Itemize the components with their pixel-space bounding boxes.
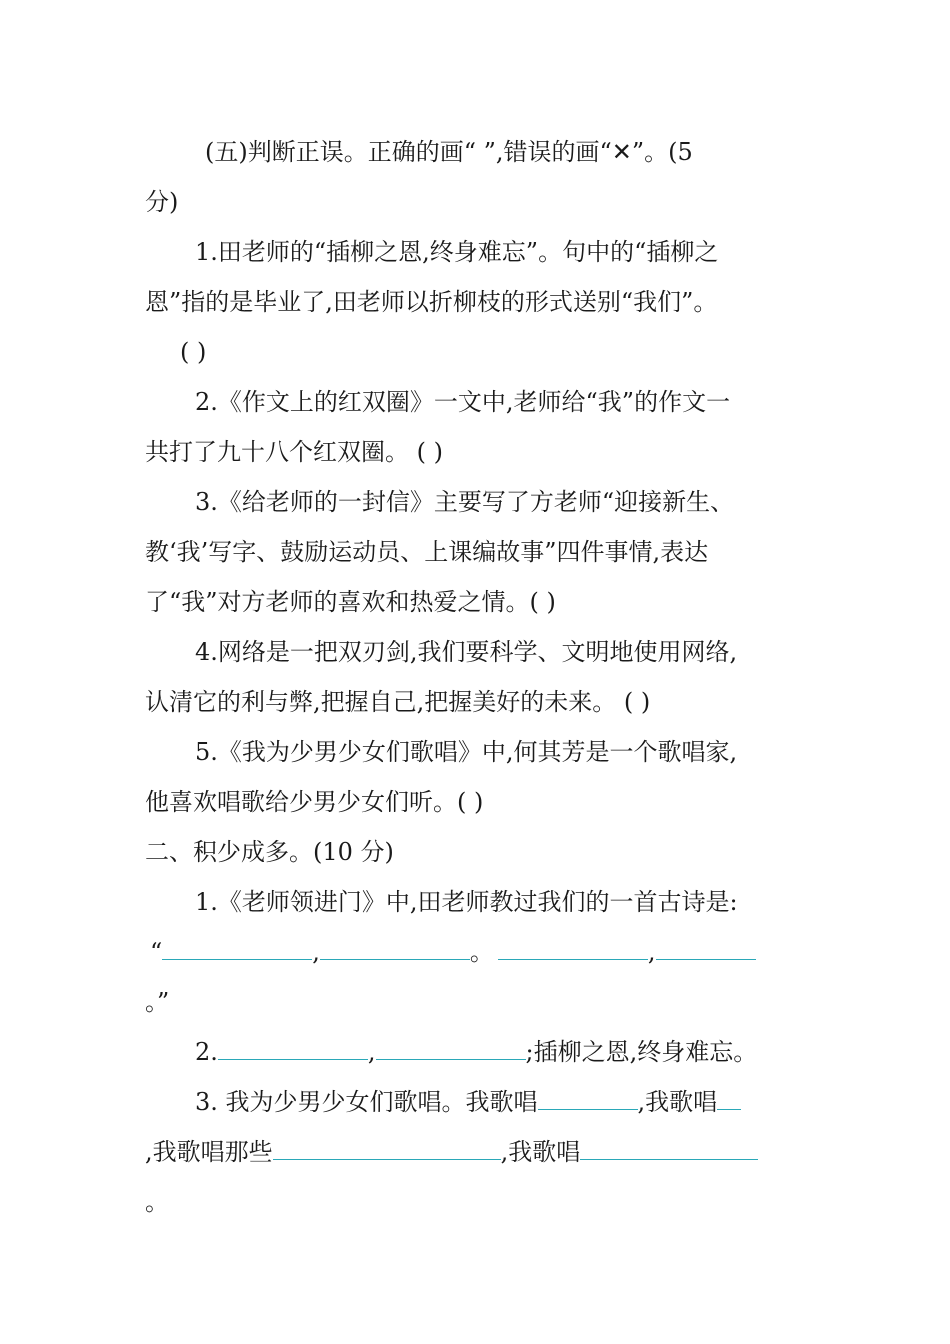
q3-head: 3. 我为少男少女们歌唱。我歌唱: [195, 1088, 538, 1116]
open-quote: “: [150, 938, 163, 966]
item2-line2: 共打了九十八个红双圈。 ( ): [145, 438, 443, 466]
q2-number: 2.: [195, 1038, 218, 1066]
q1-blank-3[interactable]: [498, 937, 648, 960]
q1-blanks-row: [150, 936, 756, 968]
q1-blank-2[interactable]: [320, 937, 470, 960]
section5-title-text: (五)判断正误。正确的画“ ”,错误的画“: [205, 138, 612, 166]
q1-blank-1[interactable]: [162, 937, 312, 960]
section5-title-cont: 分): [145, 188, 179, 216]
item1-line2: 恩”指的是毕业了,田老师以折柳枝的形式送别“我们”。: [145, 288, 718, 316]
q2-comma: ,: [367, 1038, 376, 1066]
item1-answer-paren[interactable]: ( ): [180, 338, 207, 366]
q2-blank-2[interactable]: [376, 1037, 526, 1060]
item5-line1: 5.《我为少男少女们歌唱》中,何其芳是一个歌唱家,: [195, 738, 738, 766]
item3-line2: 教‘我’写字、鼓励运动员、上课编故事”四件事情,表达: [145, 538, 709, 566]
q1-period: 。: [469, 938, 494, 966]
q3-line2: [145, 1136, 758, 1168]
q3-mid: ,我歌唱: [637, 1088, 718, 1116]
q3-line2-b: ,我歌唱: [500, 1138, 581, 1166]
section5-title: [205, 136, 693, 168]
item3-line3: 了“我”对方老师的喜欢和热爱之情。( ): [145, 588, 556, 616]
section2-title: 二、积少成多。(10 分): [145, 838, 394, 866]
q3-blank-1[interactable]: [538, 1087, 638, 1110]
q2-tail: ;插柳之恩,终身难忘。: [525, 1038, 758, 1066]
q1-comma-1: ,: [312, 938, 320, 966]
item4-line1: 4.网络是一把双刃剑,我们要科学、文明地使用网络,: [195, 638, 738, 666]
item2-line1: 2.《作文上的红双圈》一文中,老师给“我”的作文一: [195, 388, 731, 416]
q1-comma-2: ,: [647, 938, 656, 966]
item3-line1: 3.《给老师的一封信》主要写了方老师“迎接新生、: [195, 488, 735, 516]
q2-row: [195, 1036, 757, 1068]
item4-line2: 认清它的利与弊,把握自己,把握美好的未来。 ( ): [145, 688, 651, 716]
q2-blank-1[interactable]: [218, 1037, 368, 1060]
cross-mark-icon: ✕: [611, 138, 632, 166]
q3-blank-3[interactable]: [273, 1137, 501, 1160]
item5-line2: 他喜欢唱歌给少男少女们听。( ): [145, 788, 484, 816]
q3-blank-4[interactable]: [580, 1137, 758, 1160]
q3-line2-a: ,我歌唱那些: [145, 1138, 273, 1166]
q1-blank-4[interactable]: [656, 937, 756, 960]
q3-end: 。: [145, 1188, 169, 1216]
item1-line1: 1.田老师的“插柳之恩,终身难忘”。句中的“插柳之: [195, 238, 719, 266]
q1-line1: 1.《老师领进门》中,田老师教过我们的一首古诗是:: [195, 888, 738, 916]
q3-line1: [195, 1086, 741, 1118]
q3-blank-2[interactable]: [717, 1087, 741, 1110]
section5-title-score: ”。(5: [631, 138, 693, 166]
q1-end: 。”: [145, 988, 170, 1016]
